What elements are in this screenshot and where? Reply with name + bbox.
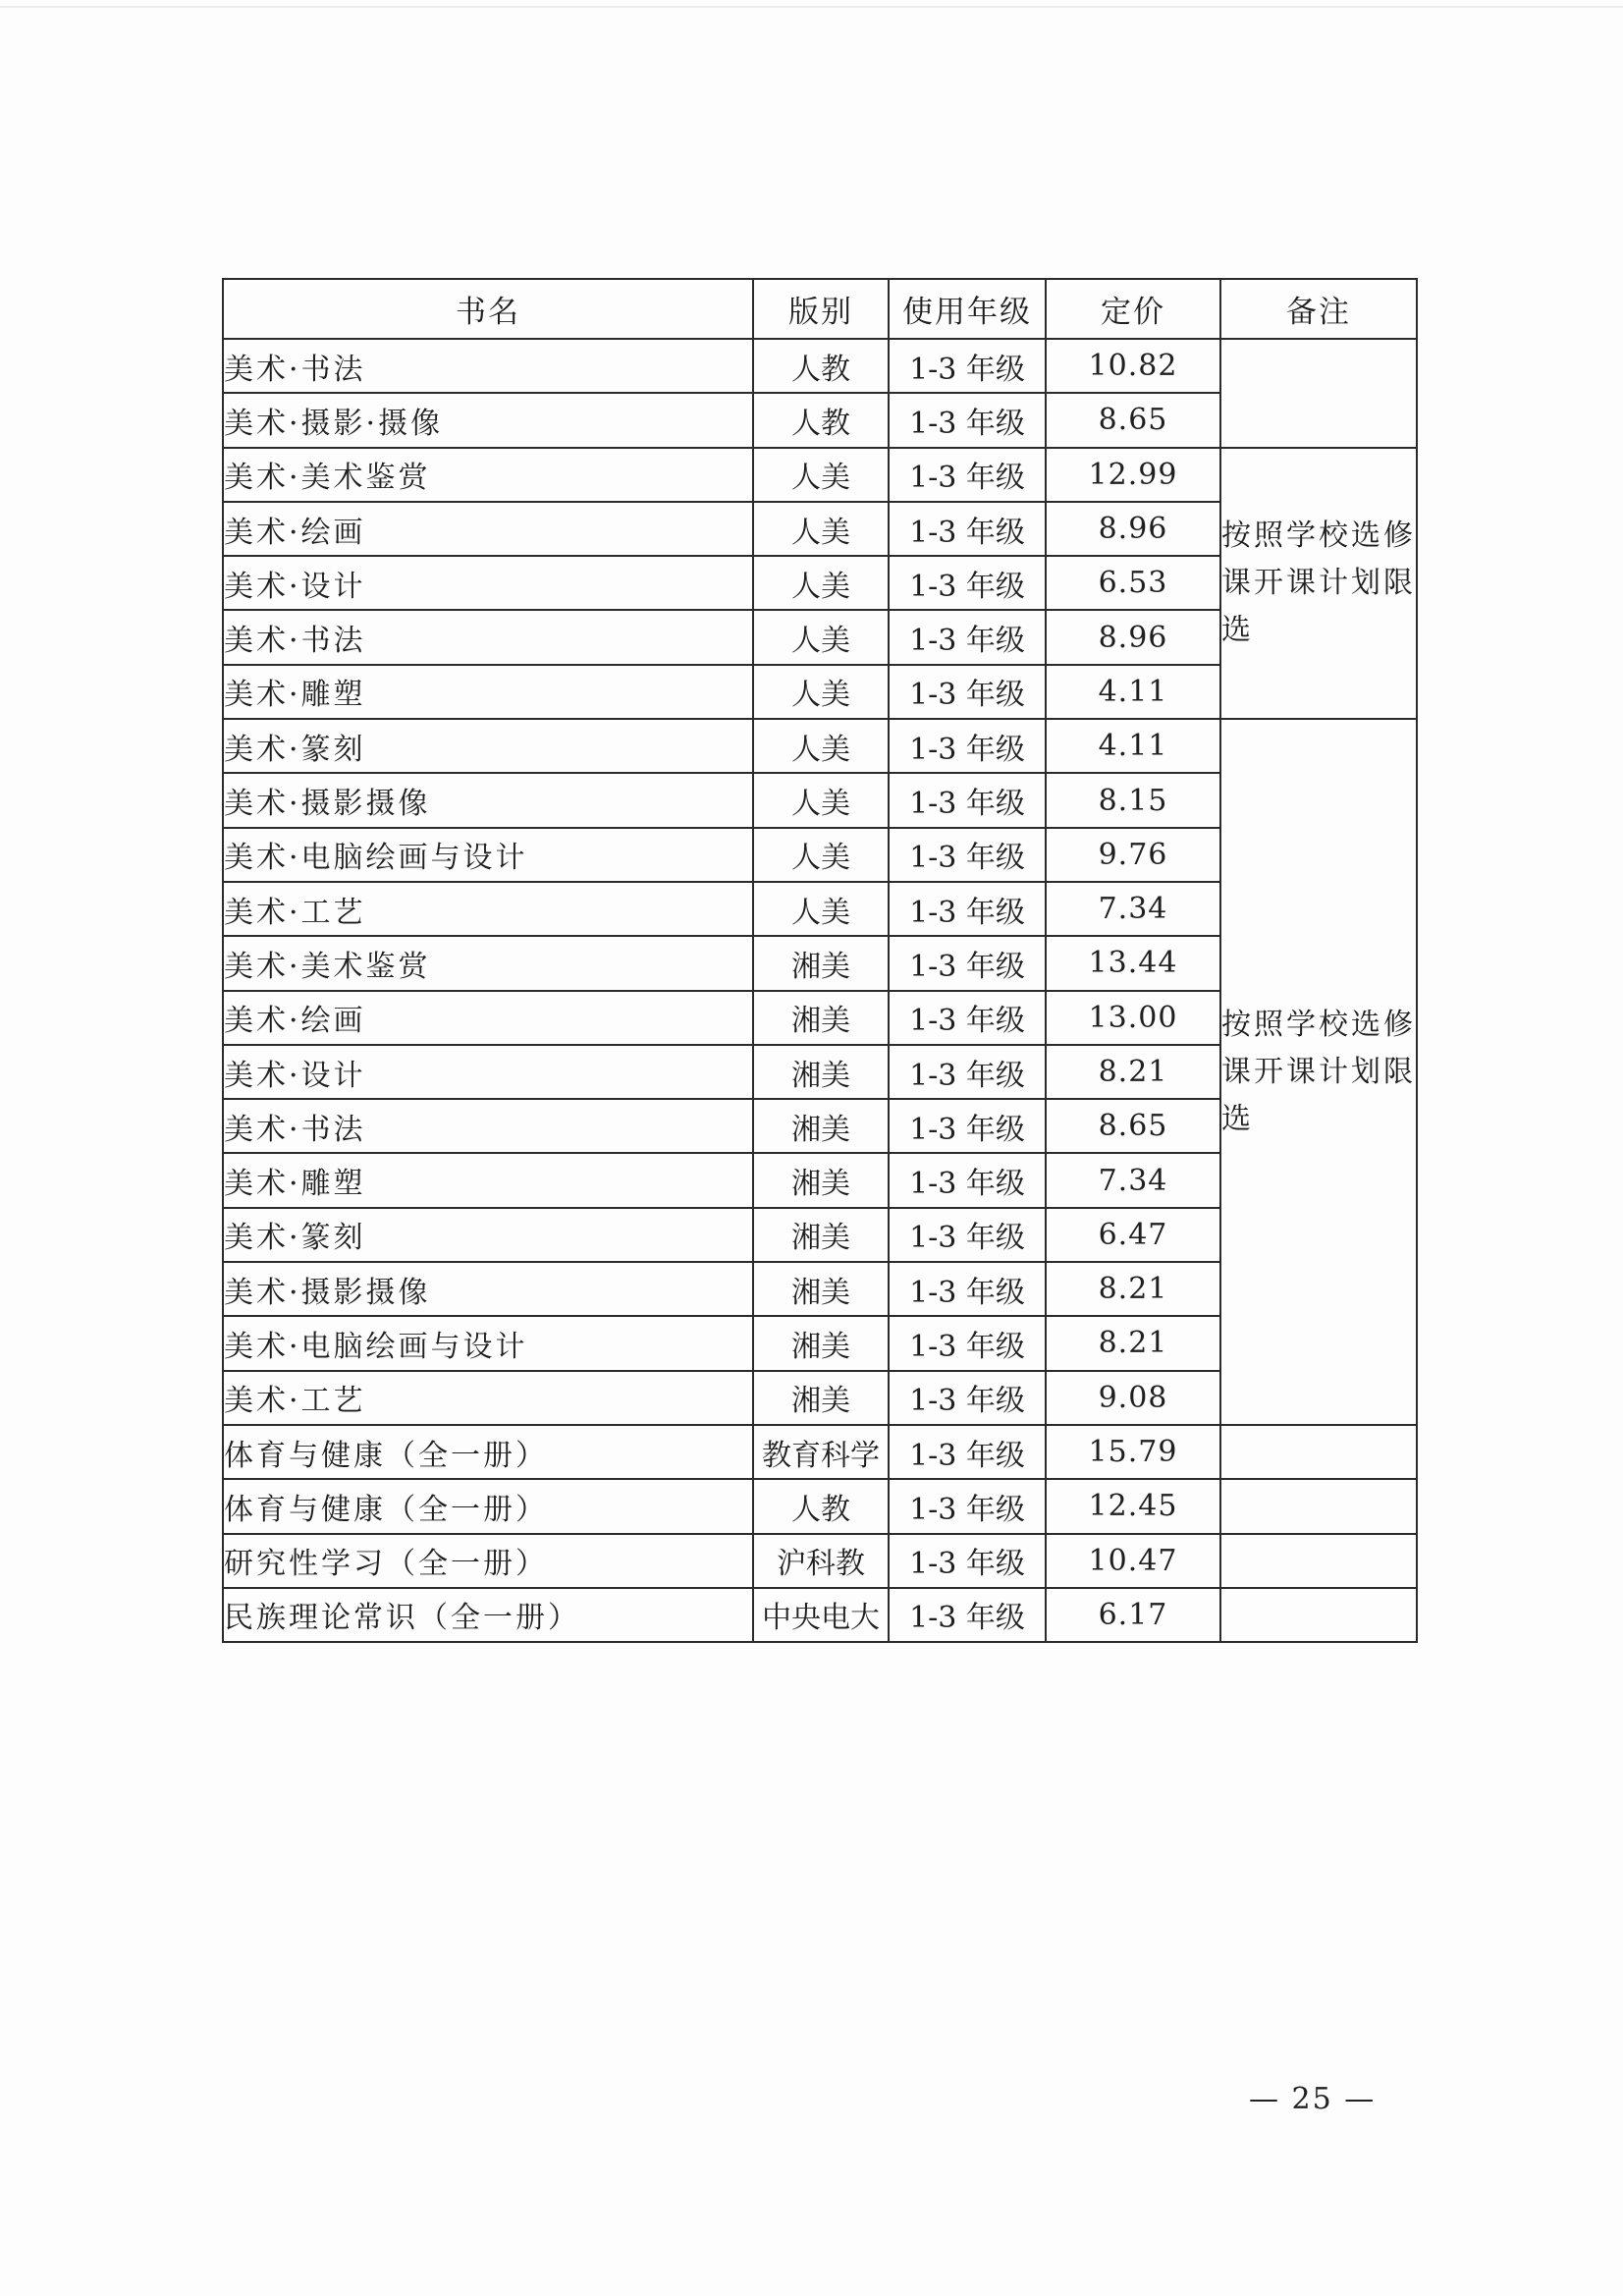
book-name-cell: 美术·摄影·摄像 xyxy=(223,393,753,447)
grade-cell: 1-3 年级 xyxy=(889,1534,1046,1588)
price-cell: 7.34 xyxy=(1046,1153,1220,1207)
grade-cell: 1-3 年级 xyxy=(889,339,1046,393)
price-cell: 8.21 xyxy=(1046,1262,1220,1316)
table-header-row xyxy=(223,279,1417,339)
price-cell: 13.44 xyxy=(1046,936,1220,990)
edition-cell: 湘美 xyxy=(753,1153,889,1207)
grade-cell: 1-3 年级 xyxy=(889,1045,1046,1099)
book-name-cell: 美术·篆刻 xyxy=(223,1208,753,1262)
edition-cell: 湘美 xyxy=(753,991,889,1045)
note-cell xyxy=(1220,1588,1417,1642)
price-cell: 9.08 xyxy=(1046,1371,1220,1425)
grade-cell: 1-3 年级 xyxy=(889,1153,1046,1207)
price-cell: 8.21 xyxy=(1046,1316,1220,1370)
table-row xyxy=(223,1534,1417,1588)
grade-cell: 1-3 年级 xyxy=(889,991,1046,1045)
grade-cell: 1-3 年级 xyxy=(889,393,1046,447)
book-name-cell: 研究性学习（全一册） xyxy=(223,1534,753,1588)
edition-cell: 湘美 xyxy=(753,1045,889,1099)
grade-cell: 1-3 年级 xyxy=(889,502,1046,556)
grade-cell: 1-3 年级 xyxy=(889,1316,1046,1370)
book-name-cell: 体育与健康（全一册） xyxy=(223,1479,753,1533)
grade-cell: 1-3 年级 xyxy=(889,610,1046,664)
edition-cell: 沪科教 xyxy=(753,1534,889,1588)
book-name-cell: 体育与健康（全一册） xyxy=(223,1425,753,1479)
grade-cell: 1-3 年级 xyxy=(889,1371,1046,1425)
note-cell: 按照学校选修课开课计划限选 xyxy=(1220,719,1417,1425)
note-cell: 按照学校选修课开课计划限选 xyxy=(1220,448,1417,719)
grade-cell: 1-3 年级 xyxy=(889,1588,1046,1642)
price-cell: 4.11 xyxy=(1046,665,1220,719)
book-name-cell: 美术·工艺 xyxy=(223,882,753,936)
note-cell xyxy=(1220,1479,1417,1533)
grade-cell: 1-3 年级 xyxy=(889,936,1046,990)
grade-cell: 1-3 年级 xyxy=(889,1479,1046,1533)
price-cell: 7.34 xyxy=(1046,882,1220,936)
price-cell: 6.17 xyxy=(1046,1588,1220,1642)
book-name-cell: 美术·美术鉴赏 xyxy=(223,936,753,990)
scan-top-edge xyxy=(0,6,1623,8)
price-cell: 6.53 xyxy=(1046,556,1220,610)
edition-cell: 人美 xyxy=(753,773,889,827)
price-cell: 12.45 xyxy=(1046,1479,1220,1533)
book-name-cell: 美术·工艺 xyxy=(223,1371,753,1425)
edition-cell: 湘美 xyxy=(753,1371,889,1425)
note-cell xyxy=(1220,1534,1417,1588)
price-cell: 8.15 xyxy=(1046,773,1220,827)
book-name-cell: 美术·电脑绘画与设计 xyxy=(223,828,753,882)
edition-cell: 教育科学 xyxy=(753,1425,889,1479)
table-row xyxy=(223,1588,1417,1642)
book-name-cell: 美术·书法 xyxy=(223,610,753,664)
header-grade: 使用年级 xyxy=(889,279,1046,339)
book-name-cell: 美术·美术鉴赏 xyxy=(223,448,753,502)
page-number: — 25 — xyxy=(1249,2082,1377,2116)
book-name-cell: 美术·设计 xyxy=(223,556,753,610)
grade-cell: 1-3 年级 xyxy=(889,1208,1046,1262)
header-book-name: 书名 xyxy=(223,279,753,339)
table-row xyxy=(223,1425,1417,1479)
edition-cell: 湘美 xyxy=(753,936,889,990)
table-row xyxy=(223,719,1417,773)
book-name-cell: 美术·雕塑 xyxy=(223,1153,753,1207)
grade-cell: 1-3 年级 xyxy=(889,773,1046,827)
grade-cell: 1-3 年级 xyxy=(889,1262,1046,1316)
book-name-cell: 美术·设计 xyxy=(223,1045,753,1099)
price-cell: 10.82 xyxy=(1046,339,1220,393)
note-cell xyxy=(1220,1425,1417,1479)
book-name-cell: 美术·电脑绘画与设计 xyxy=(223,1316,753,1370)
grade-cell: 1-3 年级 xyxy=(889,448,1046,502)
book-name-cell: 美术·雕塑 xyxy=(223,665,753,719)
book-name-cell: 美术·绘画 xyxy=(223,502,753,556)
edition-cell: 人教 xyxy=(753,339,889,393)
grade-cell: 1-3 年级 xyxy=(889,828,1046,882)
book-name-cell: 美术·摄影摄像 xyxy=(223,1262,753,1316)
grade-cell: 1-3 年级 xyxy=(889,719,1046,773)
edition-cell: 湘美 xyxy=(753,1262,889,1316)
edition-cell: 人美 xyxy=(753,502,889,556)
edition-cell: 人美 xyxy=(753,665,889,719)
book-name-cell: 美术·绘画 xyxy=(223,991,753,1045)
edition-cell: 人教 xyxy=(753,393,889,447)
table-row xyxy=(223,1479,1417,1533)
header-note: 备注 xyxy=(1220,279,1417,339)
book-name-cell: 美术·篆刻 xyxy=(223,719,753,773)
book-name-cell: 美术·书法 xyxy=(223,339,753,393)
edition-cell: 湘美 xyxy=(753,1208,889,1262)
book-name-cell: 美术·书法 xyxy=(223,1099,753,1153)
edition-cell: 人美 xyxy=(753,610,889,664)
price-cell: 4.11 xyxy=(1046,719,1220,773)
table-row xyxy=(223,448,1417,502)
price-cell: 8.65 xyxy=(1046,1099,1220,1153)
edition-cell: 人美 xyxy=(753,448,889,502)
edition-cell: 中央电大 xyxy=(753,1588,889,1642)
edition-cell: 人美 xyxy=(753,719,889,773)
grade-cell: 1-3 年级 xyxy=(889,882,1046,936)
edition-cell: 人美 xyxy=(753,882,889,936)
grade-cell: 1-3 年级 xyxy=(889,1425,1046,1479)
price-cell: 10.47 xyxy=(1046,1534,1220,1588)
price-cell: 13.00 xyxy=(1046,991,1220,1045)
table-row xyxy=(223,339,1417,393)
price-cell: 9.76 xyxy=(1046,828,1220,882)
grade-cell: 1-3 年级 xyxy=(889,665,1046,719)
price-cell: 6.47 xyxy=(1046,1208,1220,1262)
header-edition: 版别 xyxy=(753,279,889,339)
header-price: 定价 xyxy=(1046,279,1220,339)
price-cell: 12.99 xyxy=(1046,448,1220,502)
edition-cell: 人美 xyxy=(753,556,889,610)
book-name-cell: 美术·摄影摄像 xyxy=(223,773,753,827)
edition-cell: 湘美 xyxy=(753,1316,889,1370)
edition-cell: 人美 xyxy=(753,828,889,882)
edition-cell: 人教 xyxy=(753,1479,889,1533)
price-cell: 8.21 xyxy=(1046,1045,1220,1099)
edition-cell: 湘美 xyxy=(753,1099,889,1153)
book-name-cell: 民族理论常识（全一册） xyxy=(223,1588,753,1642)
price-cell: 8.96 xyxy=(1046,610,1220,664)
grade-cell: 1-3 年级 xyxy=(889,556,1046,610)
price-cell: 15.79 xyxy=(1046,1425,1220,1479)
price-cell: 8.65 xyxy=(1046,393,1220,447)
price-cell: 8.96 xyxy=(1046,502,1220,556)
textbook-price-table xyxy=(222,278,1418,1643)
note-cell xyxy=(1220,339,1417,448)
grade-cell: 1-3 年级 xyxy=(889,1099,1046,1153)
